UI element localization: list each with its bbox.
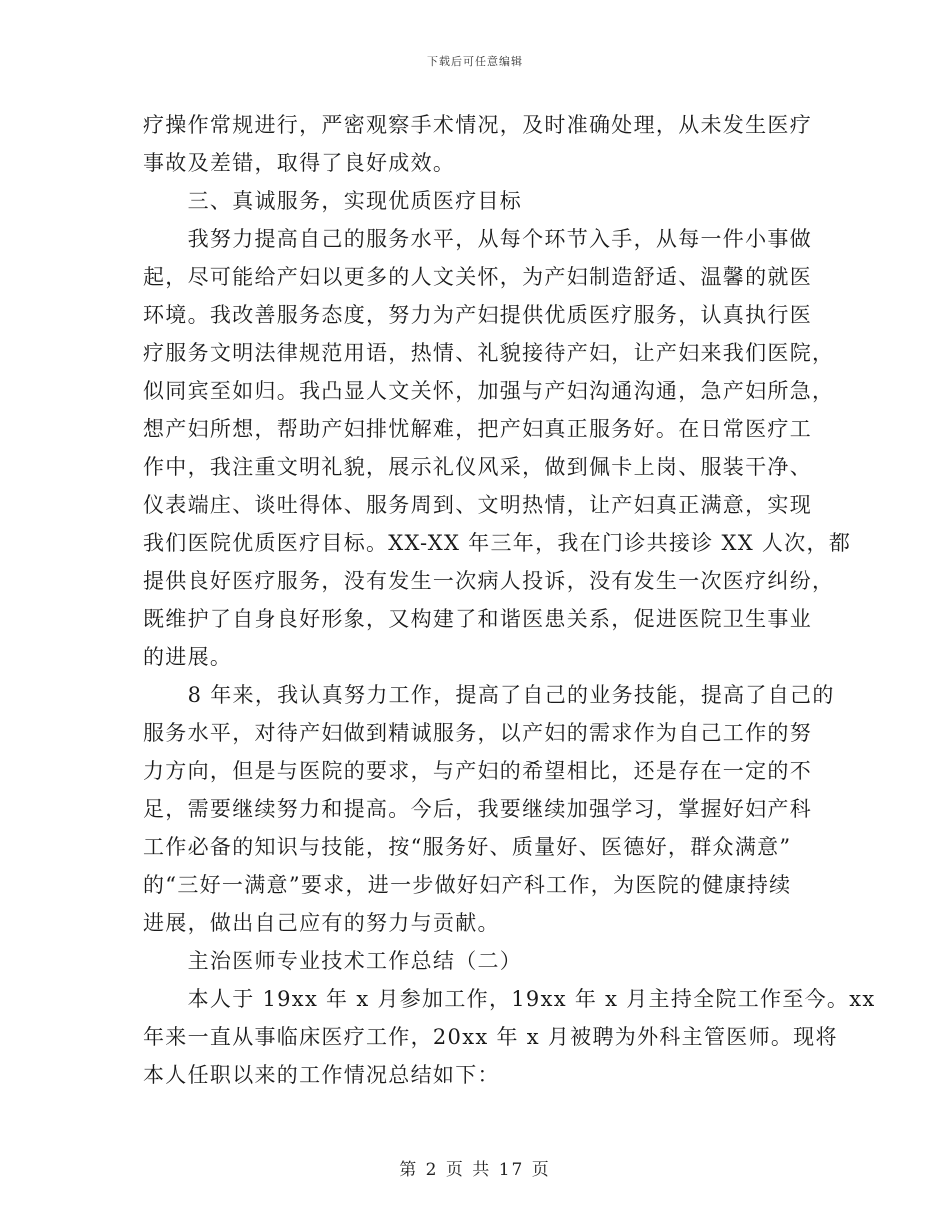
text-line: 力方向，但是与医院的要求，与产妇的希望相比，还是存在一定的不	[143, 759, 812, 783]
text-line: 工作必备的知识与技能，按“服务好、质量好、医德好，群众满意”	[143, 835, 792, 859]
text-line: 本人于 19xx 年 x 月参加工作，19xx 年 x 月主持全院工作至今。xx	[143, 987, 876, 1011]
text-line: 疗服务文明法律规范用语，热情、礼貌接待产妇，让产妇来我们医院，	[143, 341, 835, 365]
text-line: 我们医院优质医疗目标。XX-XX 年三年，我在门诊共接诊 XX 人次，都	[143, 531, 852, 555]
text-line: 进展，做出自己应有的努力与贡献。	[143, 911, 500, 935]
text-line: 我努力提高自己的服务水平，从每个环节入手，从每一件小事做	[143, 227, 812, 251]
text-line: 环境。我改善服务态度，努力为产妇提供优质医疗服务，认真执行医	[143, 303, 812, 327]
text-line: 服务水平，对待产妇做到精诚服务，以产妇的需求作为自己工作的努	[143, 721, 812, 745]
text-line: 事故及差错，取得了良好成效。	[143, 151, 456, 175]
document-body	[143, 106, 876, 1094]
text-line: 似同宾至如归。我凸显人文关怀，加强与产妇沟通沟通，急产妇所急，	[143, 379, 835, 403]
text-line: 的“三好一满意”要求，进一步做好妇产科工作，为医院的健康持续	[143, 873, 792, 897]
section-heading: 三、真诚服务，实现优质医疗目标	[143, 189, 523, 213]
text-line: 年来一直从事临床医疗工作，20xx 年 x 月被聘为外科主管医师。现将	[143, 1025, 838, 1049]
text-line: 想产妇所想，帮助产妇排忧解难，把产妇真正服务好。在日常医疗工	[143, 417, 812, 441]
text-line: 起，尽可能给产妇以更多的人文关怀，为产妇制造舒适、温馨的就医	[143, 265, 812, 289]
page-footer: 第 2 页 共 17 页	[399, 1160, 551, 1180]
text-line: 提供良好医疗服务，没有发生一次病人投诉，没有发生一次医疗纠纷，	[143, 569, 835, 593]
text-line: 既维护了自身良好形象，又构建了和谐医患关系，促进医院卫生事业	[143, 607, 812, 631]
text-line: 本人任职以来的工作情况总结如下：	[143, 1063, 500, 1087]
page-header: 下载后可任意编辑	[427, 55, 523, 68]
text-line: 足，需要继续努力和提高。今后，我要继续加强学习，掌握好妇产科	[143, 797, 812, 821]
text-line: 仪表端庄、谈吐得体、服务周到、文明热情，让产妇真正满意，实现	[143, 493, 812, 517]
text-line: 作中，我注重文明礼貌，展示礼仪风采，做到佩卡上岗、服装干净、	[143, 455, 812, 479]
section-heading: 主治医师专业技术工作总结（二）	[143, 949, 523, 973]
text-line: 8 年来，我认真努力工作，提高了自己的业务技能，提高了自己的	[143, 683, 835, 707]
text-line: 的进展。	[143, 645, 233, 669]
text-line: 疗操作常规进行，严密观察手术情况，及时准确处理，从未发生医疗	[143, 113, 812, 137]
